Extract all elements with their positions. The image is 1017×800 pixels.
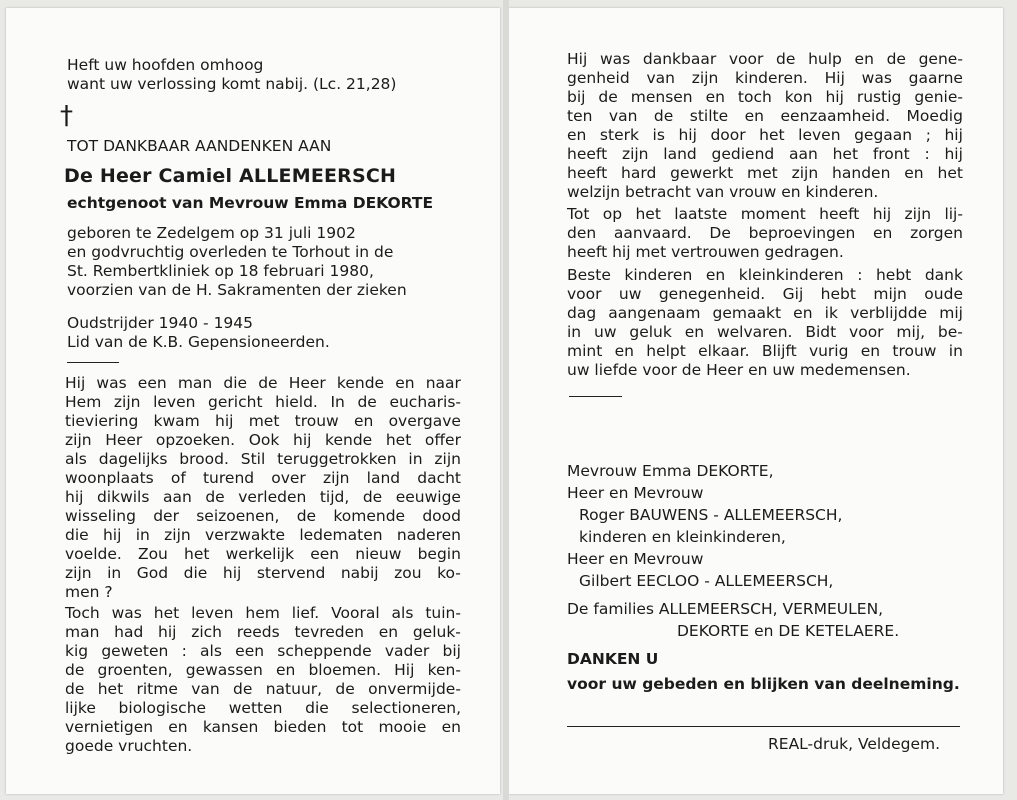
family-line: kinderen en kleinkinderen,	[579, 528, 786, 546]
text-line: tieviering kwam hij met trouw en overgave	[65, 412, 461, 430]
text-line: vernietigen en kansen bieden tot mooie en	[65, 718, 461, 736]
separator-rule	[569, 396, 622, 397]
motto-line: want uw verlossing komt nabij. (Lc. 21,28)	[67, 75, 397, 93]
life-details	[67, 224, 407, 300]
family-line: DEKORTE en DE KETELAERE.	[677, 622, 900, 640]
cross-icon: †	[60, 101, 73, 131]
text-line: mint en helpt elkaar. Blijft vurig en trouw in	[567, 342, 963, 360]
motto-line: Heft uw hoofden omhoog	[67, 56, 264, 74]
text-line: Hij was dankbaar voor de hulp en de gene-	[567, 50, 963, 68]
right-paragraph-3	[567, 266, 963, 380]
text-line: als dagelijks brood. Stil teruggetrokken in zijn	[65, 450, 461, 468]
spouse-line: echtgenoot van Mevrouw Emma DEKORTE	[67, 194, 434, 212]
text-line: Hij was een man die de Heer kende en naar	[65, 374, 461, 392]
text-line: Hem zijn leven gericht hield. In de eucharis-	[65, 393, 461, 411]
text-line: dag aangenaam gemaakt en ik verblijdde mij	[567, 304, 963, 322]
thanks-line: voor uw gebeden en blijken van deelneming.	[567, 675, 960, 693]
family-line: Heer en Mevrouw	[567, 484, 704, 502]
life-line: St. Rembertkliniek op 18 februari 1980,	[67, 262, 374, 280]
text-line: zijn Heer opzoeken. Ook hij kende het offer	[65, 431, 461, 449]
deceased-name: De Heer Camiel ALLEMEERSCH	[64, 165, 397, 187]
left-paragraph-1	[65, 374, 461, 602]
text-line: woonplaats of turend over zijn land dacht	[65, 469, 461, 487]
family-line: Roger BAUWENS - ALLEMEERSCH,	[579, 506, 843, 524]
text-line: lijke biologische wetten die selectioneren,	[65, 699, 461, 717]
printer-credit: REAL-druk, Veldegem.	[768, 735, 941, 753]
life-line: voorzien van de H. Sakramenten der zieken	[67, 281, 407, 299]
text-line: en sterk is hij door het leven gegaan ; hij	[567, 126, 963, 144]
text-line: voor uw genegenheid. Gij hebt mijn oude	[567, 285, 963, 303]
family-line: Gilbert EECLOO - ALLEMEERSCH,	[579, 572, 834, 590]
footer-rule	[567, 726, 960, 727]
text-line: zijn in God die hij stervend nabij zou ko-	[65, 564, 461, 582]
separator-rule	[67, 362, 119, 363]
text-line: genheid van zijn kinderen. Hij was gaarne	[567, 69, 963, 87]
text-line: de groenten, gewassen en bloemen. Hij ken-	[65, 661, 461, 679]
service-line: Lid van de K.B. Gepensioneerden.	[67, 333, 330, 351]
text-line: kig geweten : als een scheppende vader bij	[65, 642, 461, 660]
life-line: geboren te Zedelgem op 31 juli 1902	[67, 224, 356, 242]
right-paragraph-2	[567, 205, 963, 262]
thanks-title: DANKEN U	[567, 650, 659, 668]
family-line: Heer en Mevrouw	[567, 550, 704, 568]
text-line: in uw geluk en welvaren. Bidt voor mij, be-	[567, 323, 963, 341]
family-list	[567, 460, 842, 592]
page-fold	[503, 0, 509, 800]
text-line: hij dikwils aan de verleden tijd, de eeuwige	[65, 488, 461, 506]
motto	[67, 56, 396, 94]
families-block	[567, 598, 899, 642]
text-line: welzijn betracht van vrouw en kinderen.	[567, 183, 879, 201]
text-line: Toch was het leven hem lief. Vooral als tuin-	[65, 604, 461, 622]
text-line: heeft zijn land gediend aan het front : hij	[567, 145, 963, 163]
right-paragraph-1	[567, 50, 963, 202]
family-line: De families ALLEMEERSCH, VERMEULEN,	[567, 600, 884, 618]
text-line: wisseling der seizoenen, de komende dood	[65, 507, 461, 525]
service-line: Oudstrijder 1940 - 1945	[67, 314, 254, 332]
family-line: Mevrouw Emma DEKORTE,	[567, 462, 774, 480]
left-paragraph-2	[65, 604, 461, 756]
text-line: ten van de stilte en eenzaamheid. Moedig	[567, 107, 963, 125]
text-line: den aanvaard. De beproevingen en zorgen	[567, 224, 963, 242]
text-line: uw liefde voor de Heer en uw medemensen.	[567, 361, 911, 379]
service-details	[67, 314, 330, 352]
text-line: goede vruchten.	[65, 737, 193, 755]
in-memory-heading: TOT DANKBAAR AANDENKEN AAN	[67, 137, 332, 155]
text-line: bij de mensen en toch kon hij rustig genie-	[567, 88, 963, 106]
text-line: de het ritme van de natuur, de onvermijde-	[65, 680, 461, 698]
text-line: voelde. Zou het werkelijk een nieuw begin	[65, 545, 461, 563]
text-line: Beste kinderen en kleinkinderen : hebt dank	[567, 266, 963, 284]
text-line: man had hij zich reeds tevreden en geluk-	[65, 623, 461, 641]
text-line: heeft hard gewerkt met zijn handen en het	[567, 164, 963, 182]
text-line: heeft hij met vertrouwen gedragen.	[567, 243, 844, 261]
life-line: en godvruchtig overleden te Torhout in de	[67, 243, 394, 261]
text-line: die hij in zijn verzwakte ledematen naderen	[65, 526, 461, 544]
text-line: men ?	[65, 583, 113, 601]
text-line: Tot op het laatste moment heeft hij zijn lij-	[567, 205, 963, 223]
